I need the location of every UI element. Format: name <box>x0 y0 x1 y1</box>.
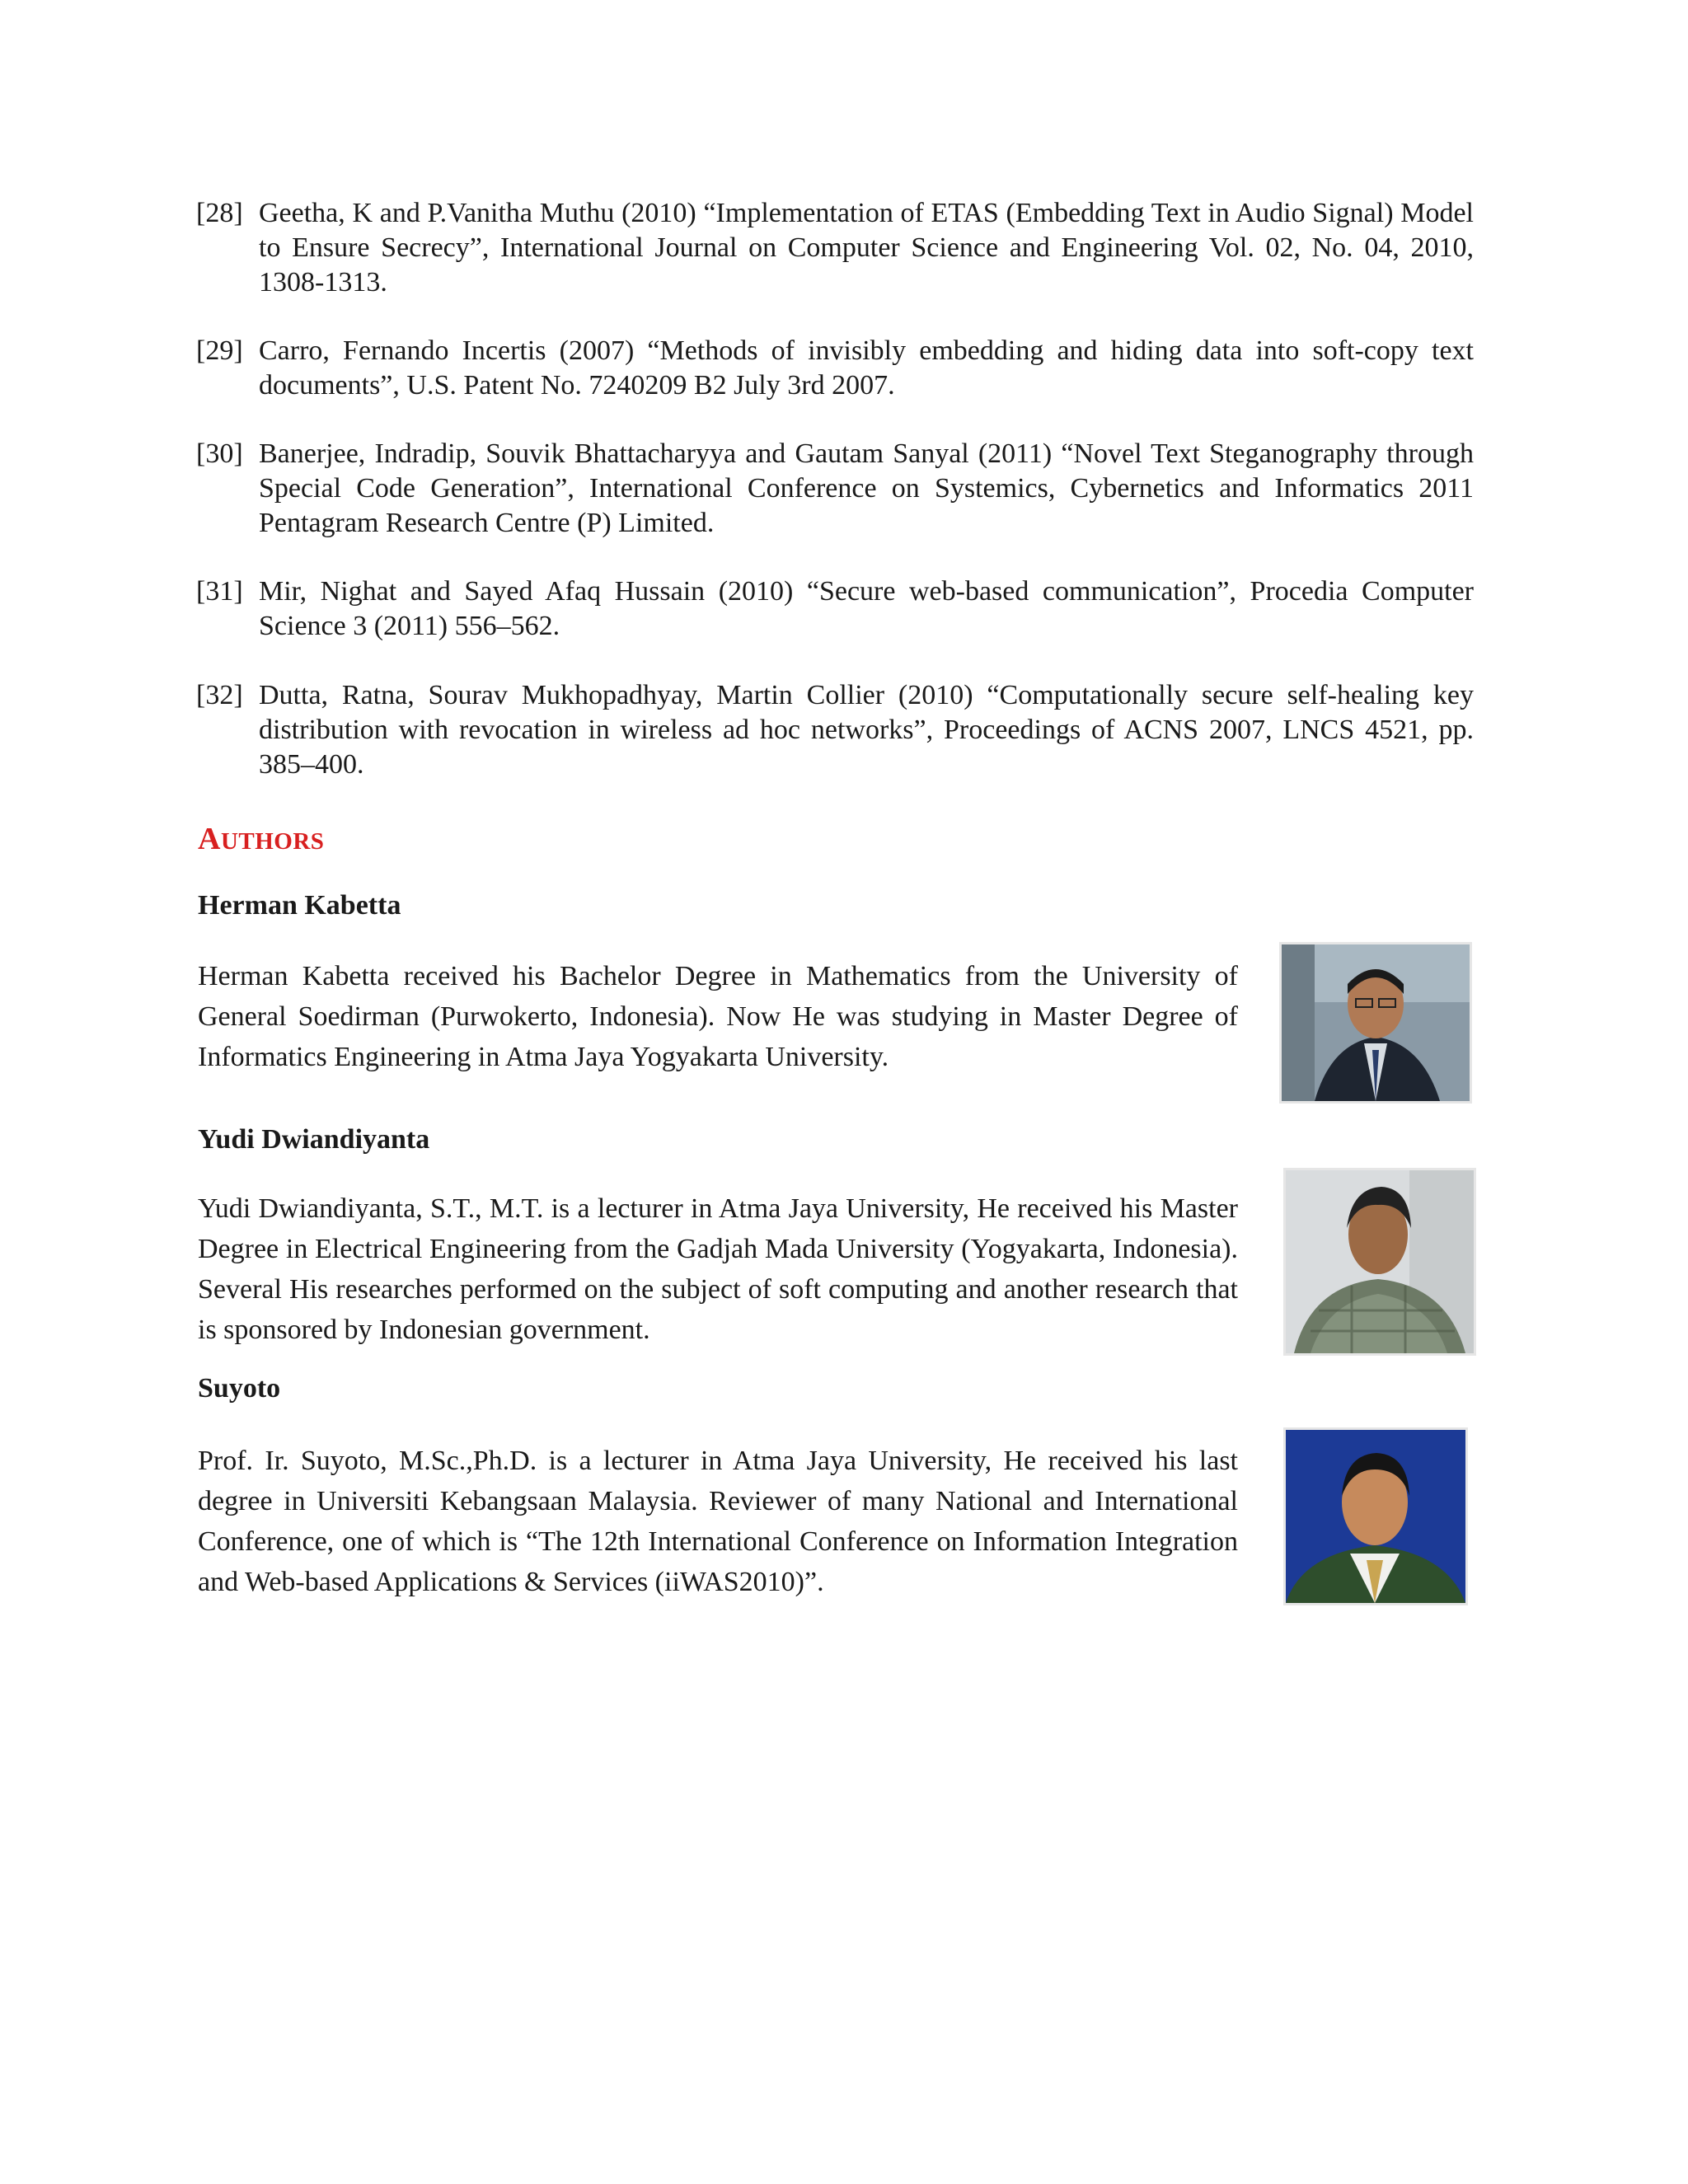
reference-number: [30] <box>196 438 243 469</box>
authors-heading <box>198 821 324 857</box>
reference-29 <box>196 334 1474 403</box>
portrait-image <box>1286 1430 1465 1603</box>
reference-30 <box>196 437 1474 541</box>
authors-heading-initial: A <box>198 822 221 856</box>
portrait-image <box>1286 1170 1474 1353</box>
reference-text: Mir, Nighat and Sayed Afaq Hussain (2010) “Secure web-based communication”, Procedia Computer Science 3 (2011) 556–562. <box>259 576 1474 641</box>
author-photo <box>1286 1430 1465 1603</box>
portrait-image <box>1282 944 1470 1101</box>
author-photo <box>1282 944 1470 1101</box>
reference-text: Carro, Fernando Incertis (2007) “Methods of invisibly embedding and hiding data into soft-copy text documents”, U.S. Patent No. 7240209 B2 July 3rd 2007. <box>259 335 1474 401</box>
author-photo <box>1286 1170 1474 1353</box>
author-bio: Herman Kabetta received his Bachelor Degree in Mathematics from the University of General Soedirman (Purwokerto, Indonesia). Now He was studying in Master Degree of Informatics Engineering in Atma Jaya Yogyakarta University. <box>198 961 1238 1072</box>
reference-28 <box>196 196 1474 300</box>
author-name: Suyoto <box>198 1373 281 1404</box>
reference-32 <box>196 678 1474 782</box>
author-name: Yudi Dwiandiyanta <box>198 1124 430 1155</box>
reference-number: [28] <box>196 198 243 228</box>
reference-text: Banerjee, Indradip, Souvik Bhattacharyya and Gautam Sanyal (2011) “Novel Text Steganography through Special Code Generation”, International Conference on Systemics, Cybernetics and Informatics 2011 Pentagram Research Centre (P) Limited. <box>259 438 1474 538</box>
reference-number: [31] <box>196 576 243 607</box>
reference-text: Dutta, Ratna, Sourav Mukhopadhyay, Martin Collier (2010) “Computationally secure self-healing key distribution with revocation in wireless ad hoc networks”, Proceedings of ACNS 2007, LNCS 4521, pp. 385–400. <box>259 680 1474 780</box>
reference-text: Geetha, K and P.Vanitha Muthu (2010) “Implementation of ETAS (Embedding Text in Audio Signal) Model to Ensure Secrecy”, International Journal on Computer Science and Engineering Vol. 02, No. 04, 2010, 1308-1313. <box>259 198 1474 298</box>
author-bio: Prof. Ir. Suyoto, M.Sc.,Ph.D. is a lecturer in Atma Jaya University, He received his last degree in Universiti Kebangsaan Malaysia. Reviewer of many National and International Conference, one of which is “The 12th International Conference on Information Integration and Web-based Applications & Services (iiWAS2010)”. <box>198 1446 1238 1597</box>
reference-31 <box>196 574 1474 644</box>
authors-heading-rest: UTHORS <box>220 828 325 855</box>
author-name: Herman Kabetta <box>198 890 401 921</box>
reference-number: [29] <box>196 335 243 366</box>
reference-number: [32] <box>196 680 243 710</box>
author-bio: Yudi Dwiandiyanta, S.T., M.T. is a lecturer in Atma Jaya University, He received his Master Degree in Electrical Engineering from the Gadjah Mada University (Yogyakarta, Indonesia). Several His researches performed on the subject of soft computing and another research that is sponsored by Indonesian government. <box>198 1193 1238 1345</box>
